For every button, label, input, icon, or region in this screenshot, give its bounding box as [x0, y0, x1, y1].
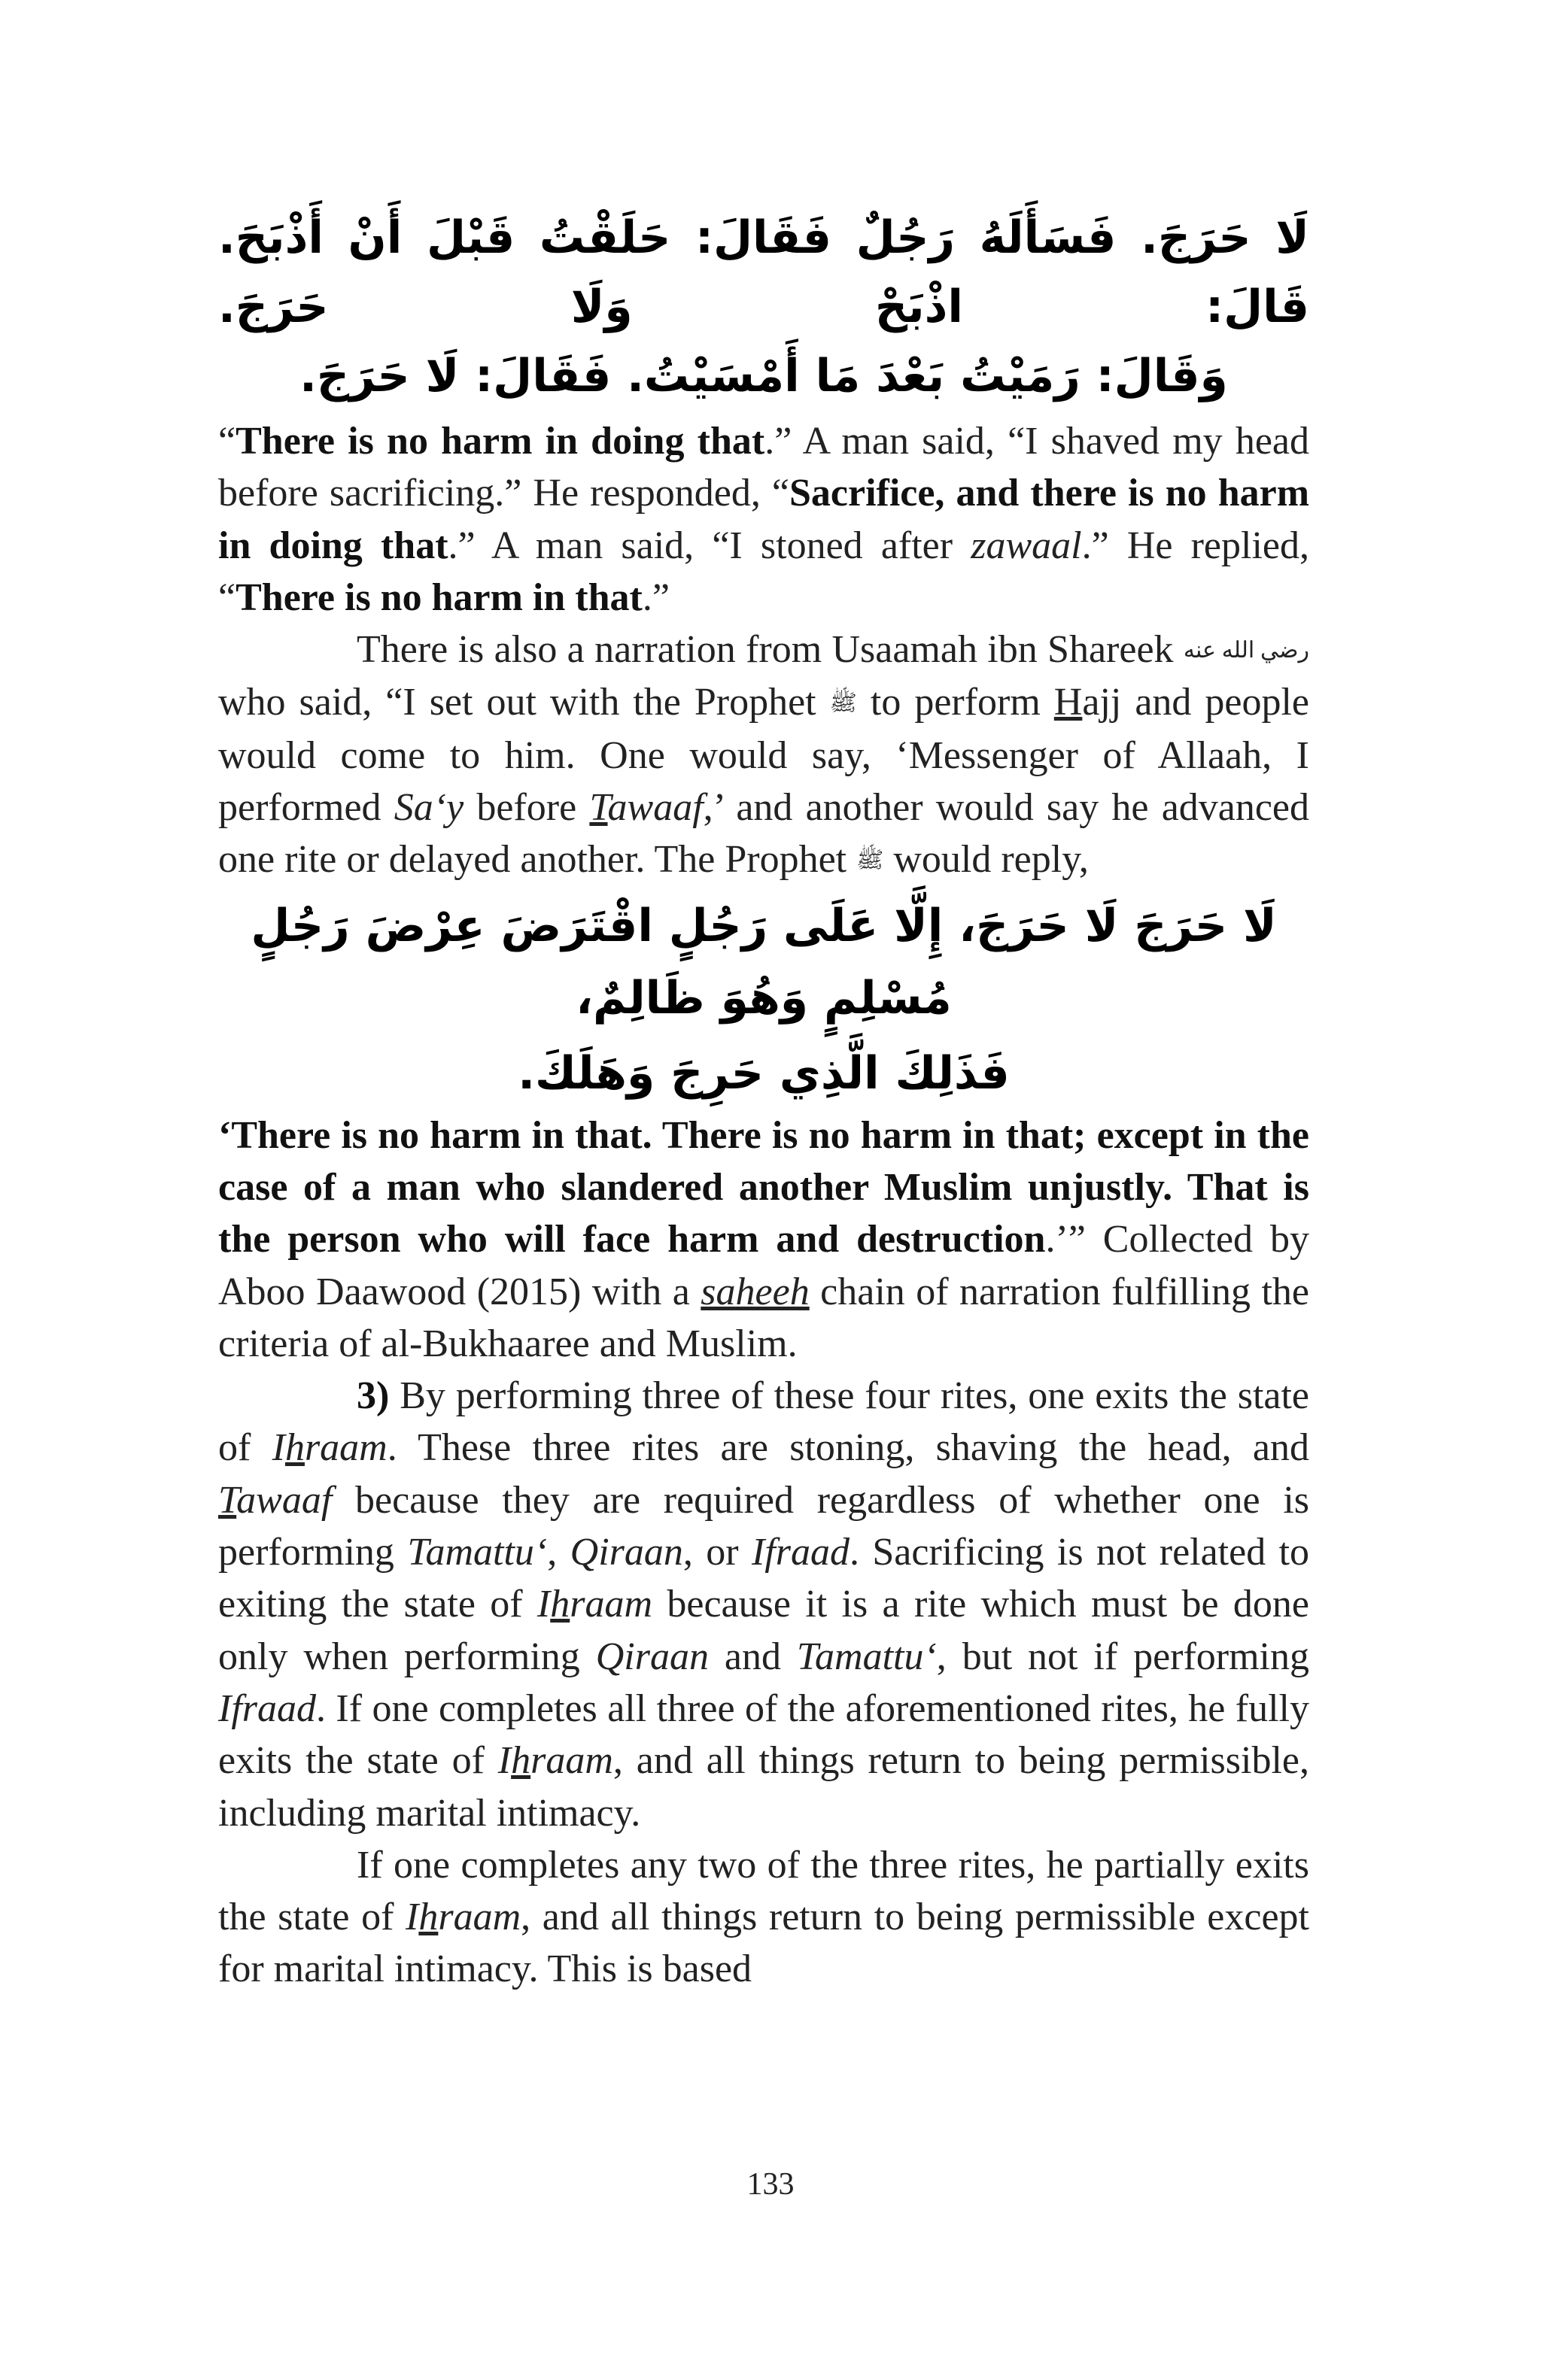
arabic-hadith-line-2: فَذَلِكَ الَّذِي حَرِجَ وَهَلَكَ.: [518, 1046, 1010, 1100]
honorific-glyph: ﷺ: [856, 848, 884, 873]
honorific-glyph: رضي الله عنه: [1183, 638, 1310, 663]
paragraph-1: “There is no harm in doing that.” A man said, “I shaved my head before sacrificing.” He responded, “Sacrifice, and there is no harm in doing that.” A man said, “I stoned after zawaal.” He replied, “There is no harm in that.”: [218, 420, 1310, 619]
text-block: [218, 203, 1309, 1996]
paragraph-3: ‘There is no harm in that. There is no harm in that; except in the case of a man who slandered another Muslim unjustly. That is the person who will face harm and destruction.’” Collected by Aboo Daawood (2015) with a saheeh chain of narration fulfilling the criteria of al-Bukhaaree and Muslim.: [218, 1113, 1310, 1365]
paragraph-2: There is also a narration from Usaamah ibn Shareek رضي الله عنه who said, “I set out with the Prophet ﷺ to perform Hajj and people would come to him. One would say, ‘Messenger of Allaah, I performed Sa‘y before Tawaaf,’ and another would say he advanced one rite or delayed another. The Prophet ﷺ would reply,: [218, 628, 1310, 882]
arabic-text-line-2: وَقَالَ: رَمَيْتُ بَعْدَ مَا أَمْسَيْتُ. فَقَالَ: لَا حَرَجَ.: [299, 350, 1228, 402]
paragraph-4: 3) By performing three of these four rites, one exits the state of Ihraam. These three rites are stoning, shaving the head, and Tawaaf because they are required regardless of whether one is performing Tamattu‘, Qiraan, or Ifraad. Sacrificing is not related to exiting the state of Ihraam because it is a rite which must be done only when performing Qiraan and Tamattu‘, but not if performing Ifraad. If one completes all three of the aforementioned rites, he fully exits the state of Ihraam, and all things return to being permissible, including marital intimacy.: [218, 1374, 1310, 1835]
page-number: 133: [746, 2167, 795, 2202]
honorific-glyph: ﷺ: [829, 691, 857, 716]
arabic-text-line-1: لَا حَرَجَ. فَسَأَلَهُ رَجُلٌ فَقَالَ: حَلَقْتُ قَبْلَ أَنْ أَذْبَحَ. قَالَ: اذْبَحْ وَلَا حَرَجَ.: [218, 211, 1309, 333]
arabic-hadith-line-1: لَا حَرَجَ لَا حَرَجَ، إِلَّا عَلَى رَجُلٍ اقْتَرَضَ عِرْضَ رَجُلٍ مُسْلِمٍ وَهُوَ ظَالِمٌ،: [251, 899, 1277, 1025]
paragraph-5: If one completes any two of the three rites, he partially exits the state of Ihraam, and all things return to being permissible except for marital intimacy. This is based: [218, 1843, 1309, 1991]
